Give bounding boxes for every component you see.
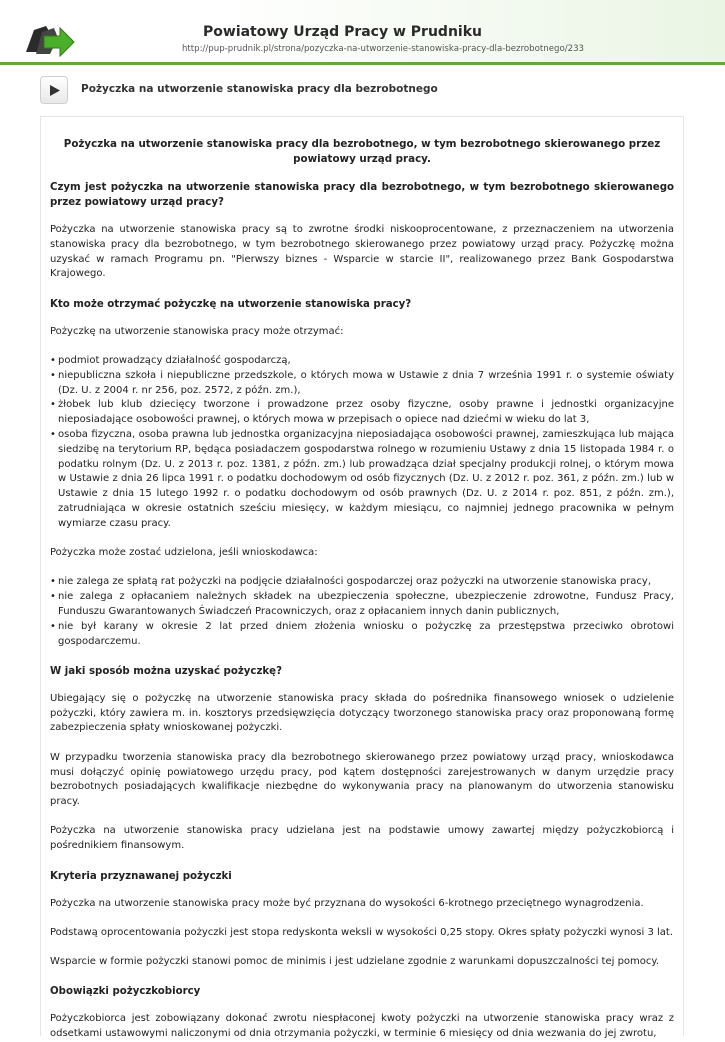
paragraph: Pożyczka może zostać udzielona, jeśli wnioskodawca:: [50, 547, 318, 559]
paragraph: Podstawą oprocentowania pożyczki jest stopa redyskonta weksli w wysokości 0,25 stopy. Okres spłaty pożyczki wynosi 3 lat.: [50, 926, 674, 938]
list-item: • osoba fizyczna, osoba prawna lub jednostka organizacyjna nieposiadająca osobowości prawnej, zamieszkująca lub mająca siedzibę na terytorium RP, będąca posiadaczem gospodarstwa rolnego w rozumieniu Ustawy z dnia 15 listopada 1984 r. o podatku rolnym (Dz. U. z 2013 r. poz. 1381, z późn. zm.) lub prowadząca dział specjalny produkcji rolnej, o którym mowa w Ustawie z dnia 26 lipca 1991 r. o podatku dochodowym od osób fizycznych (Dz. U. z 2012 r. poz. 361, z późn. zm.) lub w Ustawie z dnia 15 lutego 1992 r. o podatku dochodowym od osób prawnych (Dz. U. z 2014 r. poz. 851, z późn. zm.), zatrudniająca w okresie ostatnich sześciu miesięcy, w każdym miesiącu, co najmniej jednego pracownika w pełnym wymiarze czasu pracy.: [50, 428, 674, 532]
eligible-list: [50, 354, 674, 532]
site-title: Powiatowy Urząd Pracy w Prudniku: [203, 24, 482, 40]
list-item: • podmiot prowadzący działalność gospodarczą,: [50, 354, 674, 369]
paragraph: Ubiegający się o pożyczkę na utworzenie stanowiska pracy składa do pośrednika finansowego wniosek o udzielenie pożyczki, który zawiera m. in. kosztorys przedsięwzięcia dotyczący tworzonego stanowiska pracy oraz proponowaną formę zabezpieczenia spłaty wnioskowanej pożyczki.: [50, 692, 674, 734]
section-heading-how: W jaki sposób można uzyskać pożyczkę?: [50, 665, 282, 677]
section-heading-criteria: Kryteria przyznawanej pożyczki: [50, 870, 232, 882]
list-item: • żłobek lub klub dziecięcy tworzone i prowadzone przez osoby fizyczne, osoby prawne i jednostki organizacyjne nieposiadające osobowości prawnej, o których mowa w przepisach o opiece nad dziećmi w wieku do lat 3,: [50, 398, 674, 428]
paragraph: Pożyczka na utworzenie stanowiska pracy może być przyznana do wysokości 6-krotnego przeciętnego wynagrodzenia.: [50, 897, 644, 909]
list-item: • nie zalega ze spłatą rat pożyczki na podjęcie działalności gospodarczej oraz pożyczki na utworzenie stanowiska pracy,: [50, 575, 674, 590]
section-heading-who: Kto może otrzymać pożyczkę na utworzenie stanowiska pracy?: [50, 298, 412, 310]
page-title: Pożyczka na utworzenie stanowiska pracy dla bezrobotnego: [81, 83, 438, 95]
conditions-list: [50, 575, 674, 649]
page-heading-bar: [40, 76, 685, 106]
section-heading-what: Czym jest pożyczka na utworzenie stanowiska pracy dla bezrobotnego, w tym bezrobotnego skierowanego przez powiatowy urząd pracy?: [50, 182, 674, 208]
paragraph: Pożyczka na utworzenie stanowiska pracy są to zwrotne środki niskooprocentowane, z przeznaczeniem na utworzenia stanowiska pracy dla bezrobotnego, w tym bezrobotnego skierowanego przez powiatowy urząd pracy. Pożyczkę można uzyskać w ramach Programu pn. "Pierwszy biznes - Wsparcie w starcie II", realizowanego przez Bank Gospodarstwa Krajowego.: [50, 224, 674, 280]
list-item: • nie zalega z opłacaniem należnych składek na ubezpieczenia społeczne, ubezpieczenie zdrowotne, Fundusz Pracy, Funduszu Gwarantowanych Świadczeń Pracowniczych, oraz z opłacaniem innych danin publicznych,: [50, 590, 674, 620]
list-item: • niepubliczna szkoła i niepubliczne przedszkole, o których mowa w Ustawie z dnia 7 września 1991 r. o systemie oświaty (Dz. U. z 2004 r. nr 256, poz. 2572, z późn. zm.),: [50, 369, 674, 399]
article-body: [40, 116, 684, 1040]
section-heading-obligations: Obowiązki pożyczkobiorcy: [50, 986, 201, 998]
article-heading: Pożyczka na utworzenie stanowiska pracy dla bezrobotnego, w tym bezrobotnego skierowanego przez powiatowy urząd pracy.: [63, 138, 661, 165]
paragraph: Pożyczka na utworzenie stanowiska pracy udzielana jest na podstawie umowy zawartej między pożyczkobiorcą i pośrednikiem finansowym.: [50, 825, 674, 852]
paragraph: Wsparcie w formie pożyczki stanowi pomoc de minimis i jest udzielane zgodnie z warunkami dopuszczalności tej pomocy.: [50, 956, 660, 968]
page-arrow-button[interactable]: [40, 76, 68, 104]
site-header: [0, 0, 725, 65]
list-item: • nie był karany w okresie 2 lat przed dniem złożenia wniosku o pożyczkę za przestępstwa przeciwko obrotowi gospodarczemu.: [50, 620, 674, 650]
play-arrow-icon: [49, 84, 61, 97]
paragraph: Pożyczkę na utworzenie stanowiska pracy może otrzymać:: [50, 325, 344, 337]
paragraph: W przypadku tworzenia stanowiska pracy dla bezrobotnego skierowanego przez powiatowy urząd pracy, wnioskodawca musi dołączyć opinię powiatowego urzędu pracy, pod kątem dostępności zarejestrowanych w danym urzędzie pracy bezrobotnych posiadających kwalifikacje niezbędne do wykonywania pracy na planowanym do utworzenia stanowisku pracy.: [50, 751, 674, 808]
paragraph: Pożyczkobiorca jest zobowiązany dokonać zwrotu niespłaconej kwoty pożyczki na utworzenie stanowiska pracy wraz z odsetkami ustawowymi naliczonymi od dnia otrzymania pożyczki, w terminie 6 miesięcy od dnia wezwania do jej zwrotu,: [50, 1013, 674, 1040]
page-url: http://pup-prudnik.pl/strona/pozyczka-na-utworzenie-stanowiska-pracy-dla-bezrobotnego/233: [181, 44, 584, 54]
arrow-logo-icon[interactable]: [24, 22, 76, 58]
